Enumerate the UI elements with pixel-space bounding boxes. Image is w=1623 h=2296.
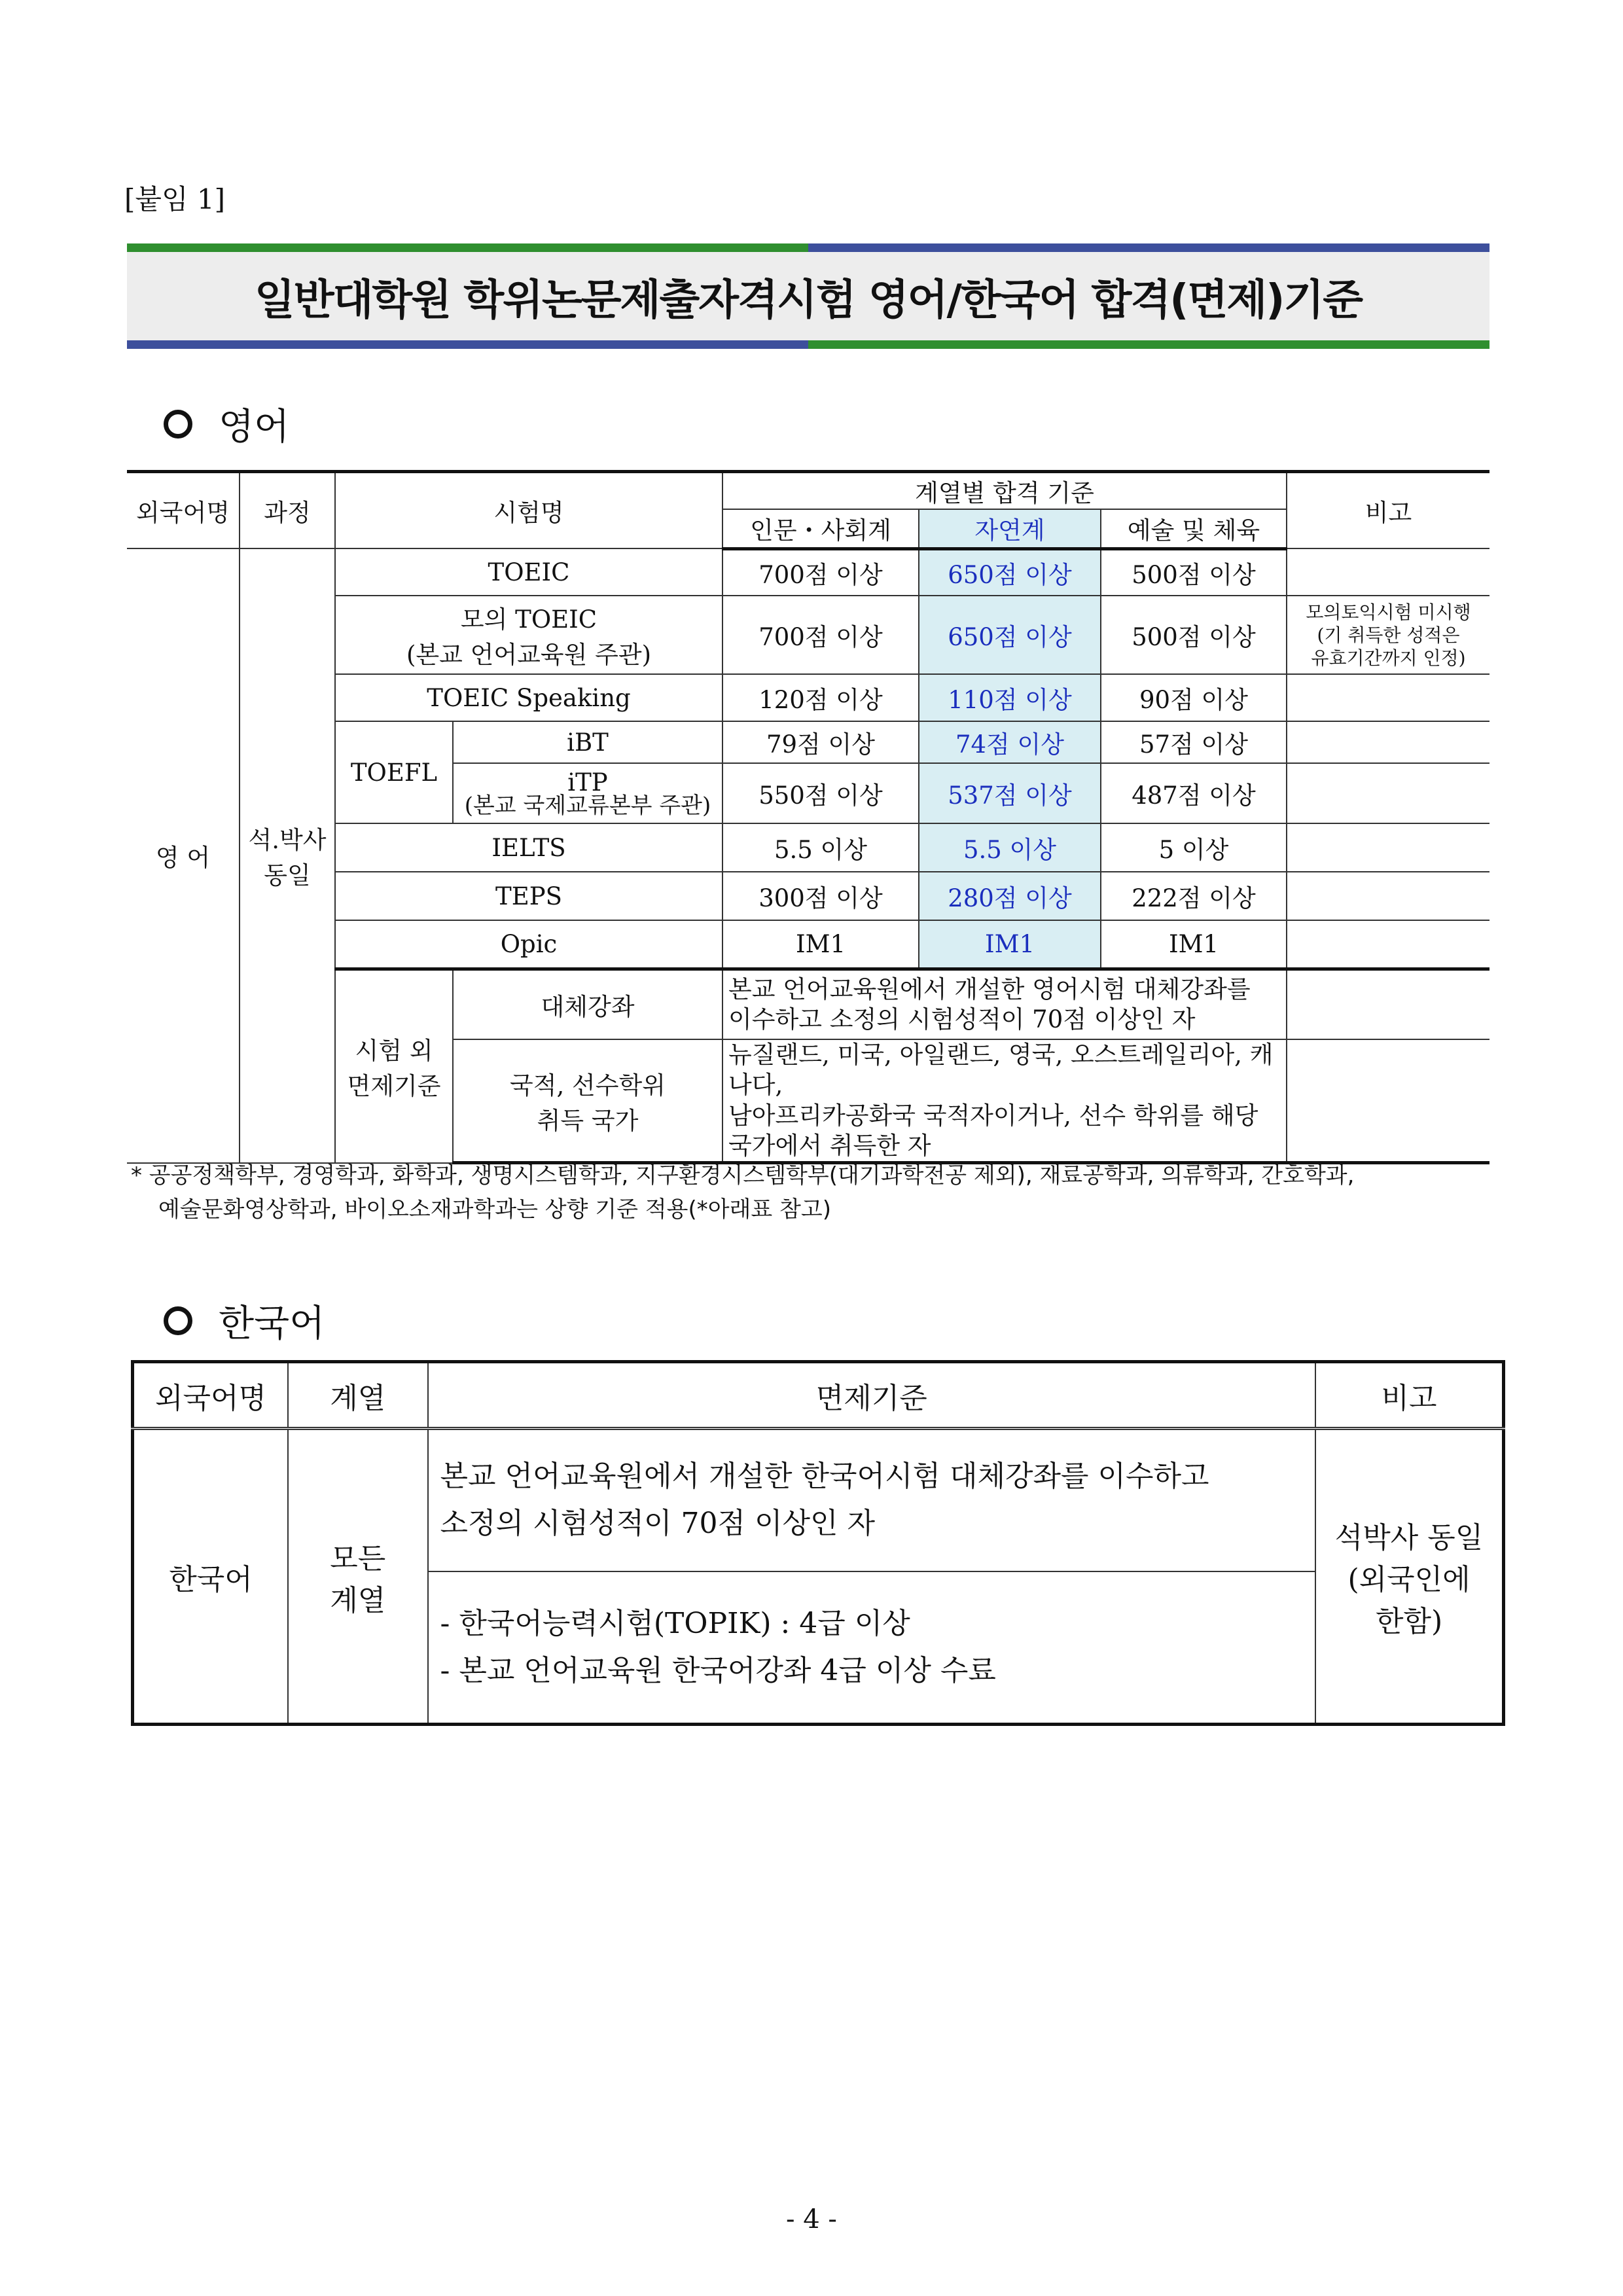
teps-humanities: 300점 이상 — [722, 872, 919, 920]
exam-ielts: IELTS — [335, 823, 722, 872]
header-science: 자연계 — [919, 509, 1101, 548]
teps-arts: 222점 이상 — [1101, 872, 1287, 920]
exam-mock-toeic — [335, 596, 722, 674]
english-heading-text: 영어 — [219, 406, 290, 448]
alt-course-remarks — [1287, 969, 1489, 1039]
ielts-humanities: 5.5 이상 — [722, 823, 919, 872]
footnote-line-1: * 공공정책학부, 경영학과, 화학과, 생명시스템학과, 지구환경시스템학부(대기과학전공 제외), 재료공학과, 의류학과, 간호학과, — [131, 1162, 1355, 1189]
page-title: 일반대학원 학위논문제출자격시험 영어/한국어 합격(면제)기준 — [254, 276, 1363, 325]
exam-opic: Opic — [335, 920, 722, 969]
header-exam: 시험명 — [335, 472, 722, 549]
teps-science: 280점 이상 — [919, 872, 1101, 920]
course-line-2: 동일 — [264, 861, 311, 890]
exempt-label — [335, 969, 453, 1163]
header-lang: 외국어명 — [127, 472, 240, 549]
english-section-heading — [164, 398, 289, 450]
itp-remarks — [1287, 763, 1489, 823]
mock-name-1: 모의 TOEIC — [460, 605, 597, 634]
opic-remarks — [1287, 920, 1489, 969]
speaking-arts: 90점 이상 — [1101, 674, 1287, 721]
kor-remark-3: 한함) — [1375, 1604, 1443, 1638]
kor-header-remarks: 비고 — [1315, 1362, 1503, 1429]
kor-field-line-1: 모든 — [330, 1541, 386, 1575]
toeic-humanities: 700점 이상 — [722, 548, 919, 596]
alt-course-line-2: 이수하고 소정의 시험성적이 70점 이상인 자 — [728, 1005, 1196, 1033]
header-criteria: 계열별 합격 기준 — [722, 472, 1287, 510]
nation-label-1: 국적, 선수학위 — [510, 1071, 666, 1100]
exam-itp — [453, 763, 722, 823]
nation-text — [722, 1039, 1287, 1163]
nation-remarks — [1287, 1039, 1489, 1163]
itp-humanities: 550점 이상 — [722, 763, 919, 823]
ielts-science: 5.5 이상 — [919, 823, 1101, 872]
exempt-label-1: 시험 외 — [355, 1037, 433, 1065]
ielts-arts: 5 이상 — [1101, 823, 1287, 872]
exempt-label-2: 면제기준 — [347, 1072, 441, 1100]
lang-cell-english: 영 어 — [127, 548, 240, 1163]
alt-course-line-1: 본교 언어교육원에서 개설한 영어시험 대체강좌를 — [728, 975, 1251, 1003]
mock-note-1: 모의토익시험 미시행 — [1306, 601, 1471, 623]
mock-arts: 500점 이상 — [1101, 596, 1287, 674]
itp-science: 537점 이상 — [919, 763, 1101, 823]
itp-name-2: (본교 국제교류본부 주관) — [464, 792, 711, 819]
exam-teps: TEPS — [335, 872, 722, 920]
exam-toeic-speaking: TOEIC Speaking — [335, 674, 722, 721]
footnote — [131, 1158, 1492, 1227]
nation-label — [453, 1039, 722, 1163]
kor-field-cell — [288, 1429, 428, 1725]
exam-toefl: TOEFL — [335, 721, 453, 823]
attachment-label: [붙임 1] — [124, 183, 225, 215]
course-cell — [240, 548, 335, 1163]
mock-remarks — [1287, 596, 1489, 674]
toeic-remarks — [1287, 548, 1489, 596]
kor-criteria-2b: - 본교 언어교육원 한국어강좌 4급 이상 수료 — [440, 1653, 996, 1687]
itp-arts: 487점 이상 — [1101, 763, 1287, 823]
nation-line-2: 남아프리카공화국 국적자이거나, 선수 학위를 해당 — [728, 1101, 1258, 1130]
opic-science: IM1 — [919, 920, 1101, 969]
speaking-science: 110점 이상 — [919, 674, 1101, 721]
ibt-remarks — [1287, 721, 1489, 763]
kor-header-field: 계열 — [288, 1362, 428, 1429]
kor-remark-1: 석박사 동일 — [1334, 1520, 1484, 1554]
header-humanities: 인문・사회계 — [722, 509, 919, 548]
toeic-arts: 500점 이상 — [1101, 548, 1287, 596]
header-course: 과정 — [240, 472, 335, 549]
title-top-bar — [127, 243, 1489, 252]
header-arts: 예술 및 체육 — [1101, 509, 1287, 548]
speaking-remarks — [1287, 674, 1489, 721]
course-line-1: 석.박사 — [248, 826, 327, 855]
mock-note-3: 유효기간까지 인정) — [1311, 647, 1466, 669]
opic-humanities: IM1 — [722, 920, 919, 969]
speaking-humanities: 120점 이상 — [722, 674, 919, 721]
kor-remark-2: (외국인에 — [1347, 1562, 1471, 1596]
alt-course-label: 대체강좌 — [453, 969, 722, 1039]
ibt-humanities: 79점 이상 — [722, 721, 919, 763]
toeic-science: 650점 이상 — [919, 548, 1101, 596]
mock-humanities: 700점 이상 — [722, 596, 919, 674]
circle-bullet-icon — [164, 410, 192, 439]
ibt-arts: 57점 이상 — [1101, 721, 1287, 763]
korean-section-heading — [164, 1295, 325, 1347]
exam-ibt: iBT — [453, 721, 722, 763]
kor-field-line-2: 계열 — [330, 1583, 386, 1617]
kor-criteria-1b: 소정의 시험성적이 70점 이상인 자 — [440, 1507, 875, 1541]
kor-criteria-2 — [428, 1571, 1316, 1725]
english-criteria-table — [127, 470, 1489, 1164]
opic-arts: IM1 — [1101, 920, 1287, 969]
kor-lang-cell: 한국어 — [133, 1429, 288, 1725]
header-remarks: 비고 — [1287, 472, 1489, 549]
alt-course-text — [722, 969, 1287, 1039]
mock-science: 650점 이상 — [919, 596, 1101, 674]
nation-label-2: 취득 국가 — [537, 1106, 639, 1135]
ielts-remarks — [1287, 823, 1489, 872]
korean-criteria-table — [131, 1360, 1505, 1726]
nation-line-1: 뉴질랜드, 미국, 아일랜드, 영국, 오스트레일리아, 캐나다, — [728, 1041, 1274, 1100]
kor-remarks — [1315, 1429, 1503, 1725]
kor-header-lang: 외국어명 — [133, 1362, 288, 1429]
korean-heading-text: 한국어 — [219, 1302, 325, 1345]
title-bottom-bar — [127, 340, 1489, 349]
kor-criteria-1 — [428, 1429, 1316, 1571]
teps-remarks — [1287, 872, 1489, 920]
kor-criteria-2a: - 한국어능력시험(TOPIK) : 4급 이상 — [440, 1606, 910, 1640]
circle-bullet-icon — [164, 1306, 192, 1335]
footnote-line-2: 예술문화영상학과, 바이오소재과학과는 상향 기준 적용(*아래표 참고) — [158, 1196, 832, 1223]
kor-header-criteria: 면제기준 — [428, 1362, 1316, 1429]
nation-line-3: 국가에서 취득한 자 — [728, 1131, 931, 1160]
exam-toeic: TOEIC — [335, 548, 722, 596]
mock-name-2: (본교 언어교육원 주관) — [406, 641, 652, 669]
mock-note-2: (기 취득한 성적은 — [1317, 624, 1460, 646]
ibt-science: 74점 이상 — [919, 721, 1101, 763]
kor-criteria-1a: 본교 언어교육원에서 개설한 한국어시험 대체강좌를 이수하고 — [440, 1460, 1209, 1494]
title-band — [127, 252, 1489, 340]
itp-name-1: iTP — [567, 768, 608, 797]
page-number: - 4 - — [786, 2204, 837, 2234]
